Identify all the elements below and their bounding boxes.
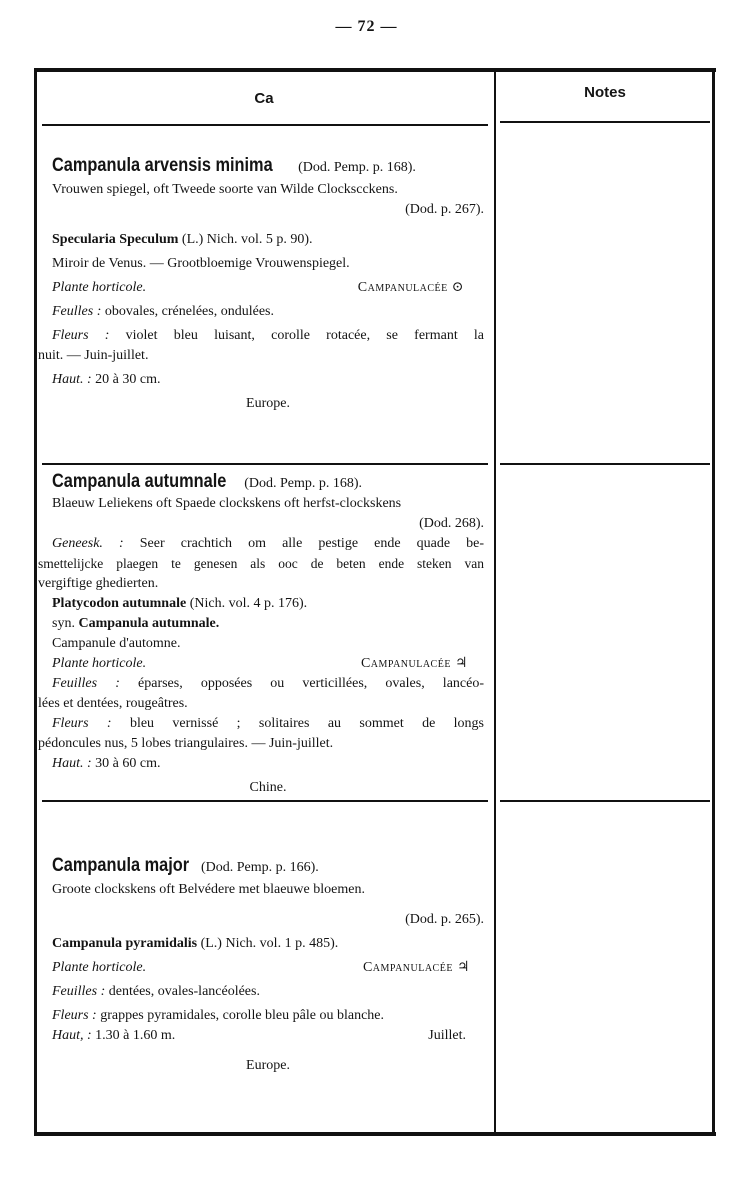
plante-label: Plante horticole. — [52, 280, 147, 295]
season: Juillet. — [428, 1028, 466, 1043]
page-number: — 72 — — [335, 18, 398, 35]
region: Europe. — [246, 396, 290, 411]
feuilles-label: Feuilles : — [52, 984, 106, 999]
common-name: Campanule d'automne. — [52, 636, 181, 651]
common-names: Miroir de Venus. — Grootbloemige Vrouwenspiegel. — [52, 256, 350, 271]
header-notes: Notes — [584, 84, 626, 101]
geneesk-text-3: vergiftige ghedierten. — [38, 576, 159, 591]
row-separator-1-main — [42, 463, 488, 465]
fleurs-label: Fleurs : — [52, 328, 110, 343]
header-separator-main — [42, 124, 488, 126]
plante-label: Plante horticole. — [52, 656, 147, 671]
entry-campanula-major — [52, 856, 484, 1076]
region: Europe. — [246, 1058, 290, 1073]
family-name: Campanulacée ⊙ — [357, 280, 464, 295]
geneesk-text-2: smettelijcke plaegen te genesen als ooc de beten ende steken van — [38, 556, 484, 571]
row-separator-1-notes — [500, 463, 710, 465]
haut-text: 1.30 à 1.60 m. — [95, 1028, 176, 1043]
haut-label: Haut, : — [52, 1028, 92, 1043]
top-rule — [34, 68, 716, 72]
haut-label: Haut. : — [52, 756, 92, 771]
region: Chine. — [249, 780, 287, 795]
row-separator-2-notes — [500, 800, 710, 802]
bottom-rule — [34, 1132, 716, 1136]
scientific-name: Campanula pyramidalis — [52, 936, 198, 951]
fleurs-text: violet bleu luisant, corolle rotacée, se fermant la — [125, 328, 485, 343]
row-separator-2-main — [42, 800, 488, 802]
scientific-reference: (L.) Nich. vol. 1 p. 485). — [200, 936, 339, 951]
entry-campanula-autumnale — [38, 471, 485, 798]
herbarium-table — [34, 68, 716, 1136]
fleurs-label: Fleurs : — [52, 716, 112, 731]
fleurs-label: Fleurs : — [52, 1008, 97, 1023]
scientific-name: Platycodon autumnale — [52, 596, 187, 611]
fleurs-text-continued: pédoncules nus, 5 lobes triangulaires. — Juin-juillet. — [38, 736, 334, 751]
column-divider — [494, 68, 496, 1136]
left-rule — [34, 68, 37, 1136]
family-name: Campanulacée ♃ — [360, 656, 468, 671]
haut-label: Haut. : — [52, 372, 92, 387]
feuilles-text-continued: lées et dentées, rougeâtres. — [38, 696, 188, 711]
header-separator-notes — [500, 121, 710, 123]
scientific-reference: (Nich. vol. 4 p. 176). — [189, 596, 308, 611]
geneesk-label: Geneesk. : — [52, 536, 124, 551]
dutch-name: Groote clockskens oft Belvédere met blaeuwe bloemen. — [52, 882, 365, 897]
entry-title: Campanula major — [52, 855, 190, 876]
fleurs-text: bleu vernissé ; solitaires au sommet de longs — [129, 716, 485, 731]
haut-text: 20 à 30 cm. — [95, 372, 161, 387]
plante-label: Plante horticole. — [52, 960, 147, 975]
feuilles-text: éparses, opposées ou verticillées, ovales, lancéo- — [138, 676, 485, 691]
synonym-label: syn. — [52, 616, 75, 631]
feuilles-text: obovales, crénelées, ondulées. — [104, 304, 274, 319]
feuilles-text: dentées, ovales-lancéolées. — [108, 984, 260, 999]
right-rule — [712, 68, 715, 1136]
feuilles-label: Feuilles : — [52, 676, 120, 691]
dutch-name: Vrouwen spiegel, oft Tweede soorte van Wilde Clockscckens. — [52, 182, 398, 197]
synonym-name: Campanula autumnale. — [78, 616, 220, 631]
haut-text: 30 à 60 cm. — [95, 756, 161, 771]
family-name: Campanulacée ♃ — [362, 960, 470, 975]
scientific-name: Specularia Speculum — [52, 232, 179, 247]
entry-reference: (Dod. Pemp. p. 168). — [244, 476, 363, 491]
entry-campanula-arvensis-minima — [38, 155, 485, 414]
entry-reference: (Dod. Pemp. p. 168). — [298, 160, 416, 175]
scientific-reference: (L.) Nich. vol. 5 p. 90). — [181, 232, 313, 247]
entry-title: Campanula autumnale — [52, 471, 227, 492]
entry-title: Campanula arvensis minima — [52, 155, 273, 176]
fleurs-text: grappes pyramidales, corolle bleu pâle ou blanche. — [100, 1008, 384, 1023]
dutch-reference: (Dod. p. 265). — [405, 912, 484, 927]
dutch-name: Blaeuw Leliekens oft Spaede clockskens oft herfst-clockskens — [52, 496, 402, 511]
dutch-reference: (Dod. p. 267). — [405, 202, 484, 217]
dutch-reference: (Dod. 268). — [419, 516, 484, 531]
entry-reference: (Dod. Pemp. p. 166). — [200, 860, 319, 875]
header-main: Ca — [254, 90, 274, 107]
fleurs-text-continued: nuit. — Juin-juillet. — [38, 348, 149, 363]
geneesk-text: Seer crachtich om alle pestige ende quade be- — [139, 536, 485, 551]
feuilles-label: Feulles : — [52, 304, 102, 319]
